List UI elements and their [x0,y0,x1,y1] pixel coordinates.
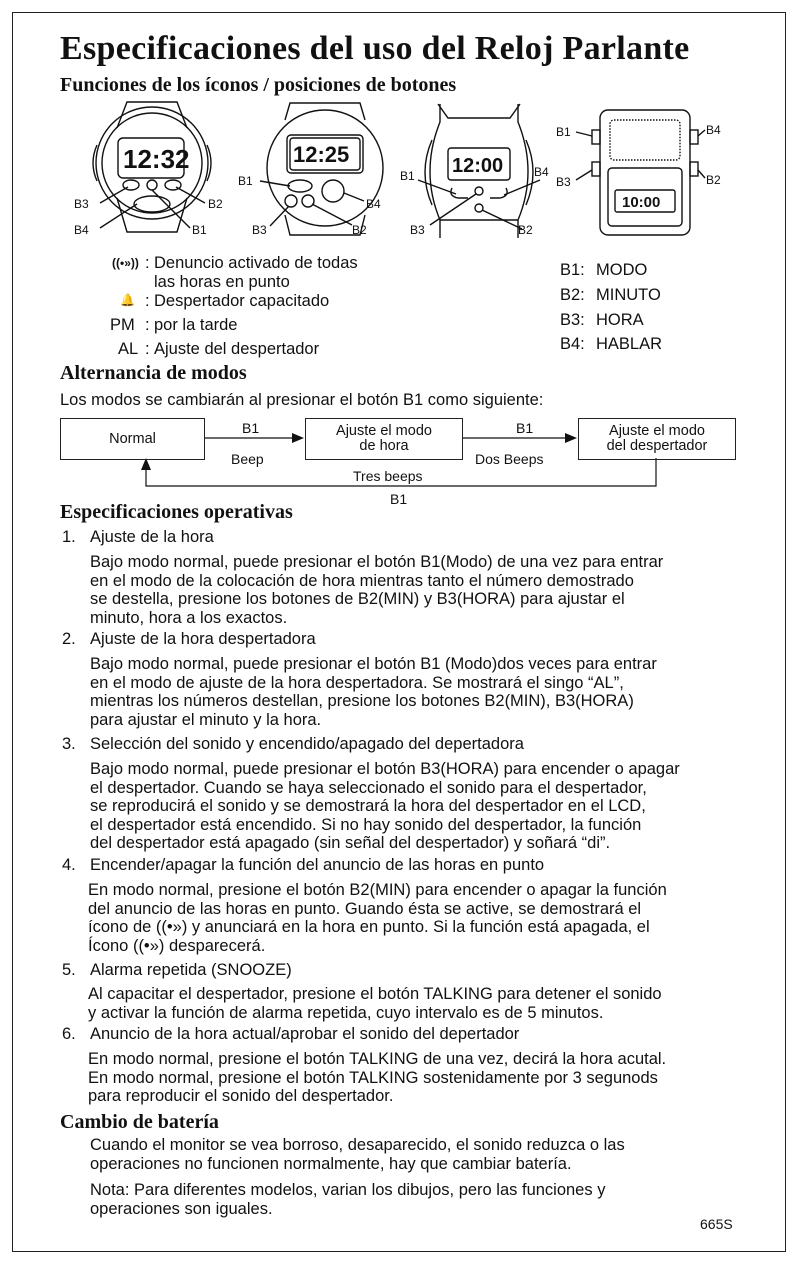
watch-2-drawing [260,103,383,235]
op-3-line: el despertador. Cuando se haya seleccionado el sonido para el despertador, [90,778,647,797]
op-5-line: y activar la función de alarma repetida, cuyo intervalo es de 5 minutos. [88,1003,604,1022]
watch-4-display: 10:00 [622,194,661,211]
pm-colon: : [145,316,150,334]
op-2-title: Ajuste de la hora despertadora [90,630,316,648]
al-description: Ajuste del despertador [154,340,320,358]
op-2-body [90,655,657,729]
model-number: 665S [700,1216,733,1232]
op-2-number: 2. [62,630,76,648]
al-indicator: AL [118,340,139,358]
battery-note-line: operaciones son iguales. [90,1199,273,1218]
op-5-title: Alarma repetida (SNOOZE) [90,961,292,979]
section-heading-battery: Cambio de batería [60,1111,219,1133]
watch-3-label-b2: B2 [518,223,533,237]
mode-box-time-line2: de hora [359,438,409,454]
alarm-bell-icon: 🔔 [120,293,135,307]
op-1-line: minuto, hora a los exactos. [90,608,288,627]
op-1-body [90,553,663,627]
pm-indicator: PM [110,316,135,334]
op-2-line: en el modo de ajuste de la hora despertadora. Se mostrará el singo “AL”, [90,673,624,692]
section-heading-modes: Alternancia de modos [60,362,247,384]
op-5-number: 5. [62,961,76,979]
arrow-label-beep: Beep [231,451,264,467]
watch-2-label-b4: B4 [366,197,381,211]
chime-colon: : [145,254,150,272]
op-4-title: Encender/apagar la función del anuncio de las horas en punto [90,856,545,874]
battery-line: Cuando el monitor se vea borroso, desaparecido, el sonido reduzca o las [90,1136,625,1154]
al-colon: : [145,340,150,358]
alarm-colon: : [145,292,150,310]
op-1-title: Ajuste de la hora [90,528,214,546]
op-5-body [88,985,662,1022]
button-key-b1: B1: [560,261,585,279]
op-3-line: se reproducirá el sonido y se demostrará la hora del despertador en el LCD, [90,797,646,815]
mode-box-time-line1: Ajuste el modo [336,423,432,439]
watch-4-label-b3: B3 [556,175,571,189]
op-1-line: Bajo modo normal, puede presionar el botón B1(Modo) de una vez para entrar [90,553,664,571]
mode-box-alarm-setting [578,418,736,460]
op-6-line: para reproducir el sonido del despertador. [88,1087,394,1105]
chime-description-2: las horas en punto [154,273,290,291]
watch-1-label-b2: B2 [208,197,223,211]
op-2-line: mientras los números destellan, presione los botones B2(MIN), B3(HORA) [90,692,634,710]
button-function-b2: MINUTO [596,286,661,304]
chime-description-1: Denuncio activado de todas [154,254,358,272]
page-title: Especificaciones del uso del Reloj Parlante [60,30,690,67]
op-3-line: Bajo modo normal, puede presionar el botón B3(HORA) para encender o apagar [90,760,680,778]
modes-intro: Los modos se cambiarán al presionar el botón B1 como siguiente: [60,391,544,409]
op-5-line: Al capacitar el despertador, presione el botón TALKING para detener el sonido [88,985,662,1003]
op-4-line: ícono de ((•») y anunciará en la hora en punto. Si la función está apagada, el [88,918,650,936]
op-4-number: 4. [62,856,76,874]
op-6-number: 6. [62,1025,76,1043]
op-3-body [90,760,680,853]
op-3-number: 3. [62,735,76,753]
watch-2-display: 12:25 [293,142,350,167]
watch-4-label-b2: B2 [706,173,721,187]
op-3-title: Selección del sonido y encendido/apagado del depertadora [90,735,524,753]
watch-3-display: 12:00 [452,155,504,177]
op-4-line: del anuncio de las horas en punto. Guando ésta se active, se demostrará el [88,899,642,918]
watch-1-label-b1: B1 [192,223,207,237]
section-heading-operations: Especificaciones operativas [60,501,293,523]
op-6-title: Anuncio de la hora actual/aprobar el sonido del depertador [90,1025,520,1043]
op-3-line: el despertador está encendido. Si no hay sonido del despertador, la función [90,815,642,834]
alarm-description: Despertador capacitado [154,292,330,310]
op-1-line: se destella, presione los botones de B2(MIN) y B3(HORA) para ajustar el [90,590,625,608]
pm-description: por la tarde [154,316,238,334]
watch-3-label-b4: B4 [534,165,549,179]
arrow-label-b1-return: B1 [390,491,408,507]
watch-3-label-b1: B1 [400,169,415,183]
button-key-b4: B4: [560,335,585,353]
op-3-line: del despertador está apagado (sin señal del despertador) y soñará “di”. [90,834,611,852]
battery-note [90,1181,605,1218]
op-6-body [88,1050,666,1106]
mode-box-alarm-line1: Ajuste el modo [609,423,705,439]
watch-2-label-b3: B3 [252,223,267,237]
mode-box-alarm-line2: del despertador [606,438,708,454]
chime-icon: ((•»)) [112,256,139,270]
arrow-label-b1-second: B1 [516,420,534,436]
mode-box-normal: Normal [60,418,205,460]
op-4-line: Ícono ((•») desparecerá. [88,936,266,955]
op-1-number: 1. [62,528,76,546]
op-2-line: Bajo modo normal, puede presionar el botón B1 (Modo)dos veces para entrar [90,655,657,673]
watch-2-label-b2: B2 [352,223,367,237]
battery-note-line: Nota: Para diferentes modelos, varian los dibujos, pero las funciones y [90,1181,606,1199]
op-6-line: En modo normal, presione el botón TALKING de una vez, decirá la hora acutal. [88,1050,667,1068]
arrow-label-tres-beeps: Tres beeps [353,468,423,484]
button-key-b3: B3: [560,311,585,329]
op-4-body [88,881,667,955]
section-heading-icons: Funciones de los íconos / posiciones de botones [60,74,457,96]
op-6-line: En modo normal, presione el botón TALKING sostenidamente por 3 segunods [88,1068,658,1087]
arrow-label-dos-beeps: Dos Beeps [475,451,544,467]
watch-1-label-b3: B3 [74,197,89,211]
watch-1-display: 12:32 [123,144,190,174]
button-key-b2: B2: [560,286,585,304]
op-1-line: en el modo de la colocación de hora mientras tanto el número demostrado [90,571,634,590]
arrow-label-b1-first: B1 [242,420,260,436]
mode-box-time-setting [305,418,463,460]
watch-2-label-b1: B1 [238,174,253,188]
watch-4-drawing [576,110,705,235]
battery-line: operaciones no funcionen normalmente, hay que cambiar batería. [90,1154,572,1173]
watch-4-label-b4: B4 [706,123,721,137]
watch-4-label-b1: B1 [556,125,571,139]
op-4-line: En modo normal, presione el botón B2(MIN) para encender o apagar la función [88,881,667,899]
battery-body [90,1136,625,1173]
watch-illustrations [0,0,800,245]
button-function-b3: HORA [596,311,644,329]
watch-1-label-b4: B4 [74,223,89,237]
op-2-line: para ajustar el minuto y la hora. [90,710,322,729]
button-function-b1: MODO [596,261,648,279]
button-function-b4: HABLAR [596,335,663,353]
watch-3-label-b3: B3 [410,223,425,237]
